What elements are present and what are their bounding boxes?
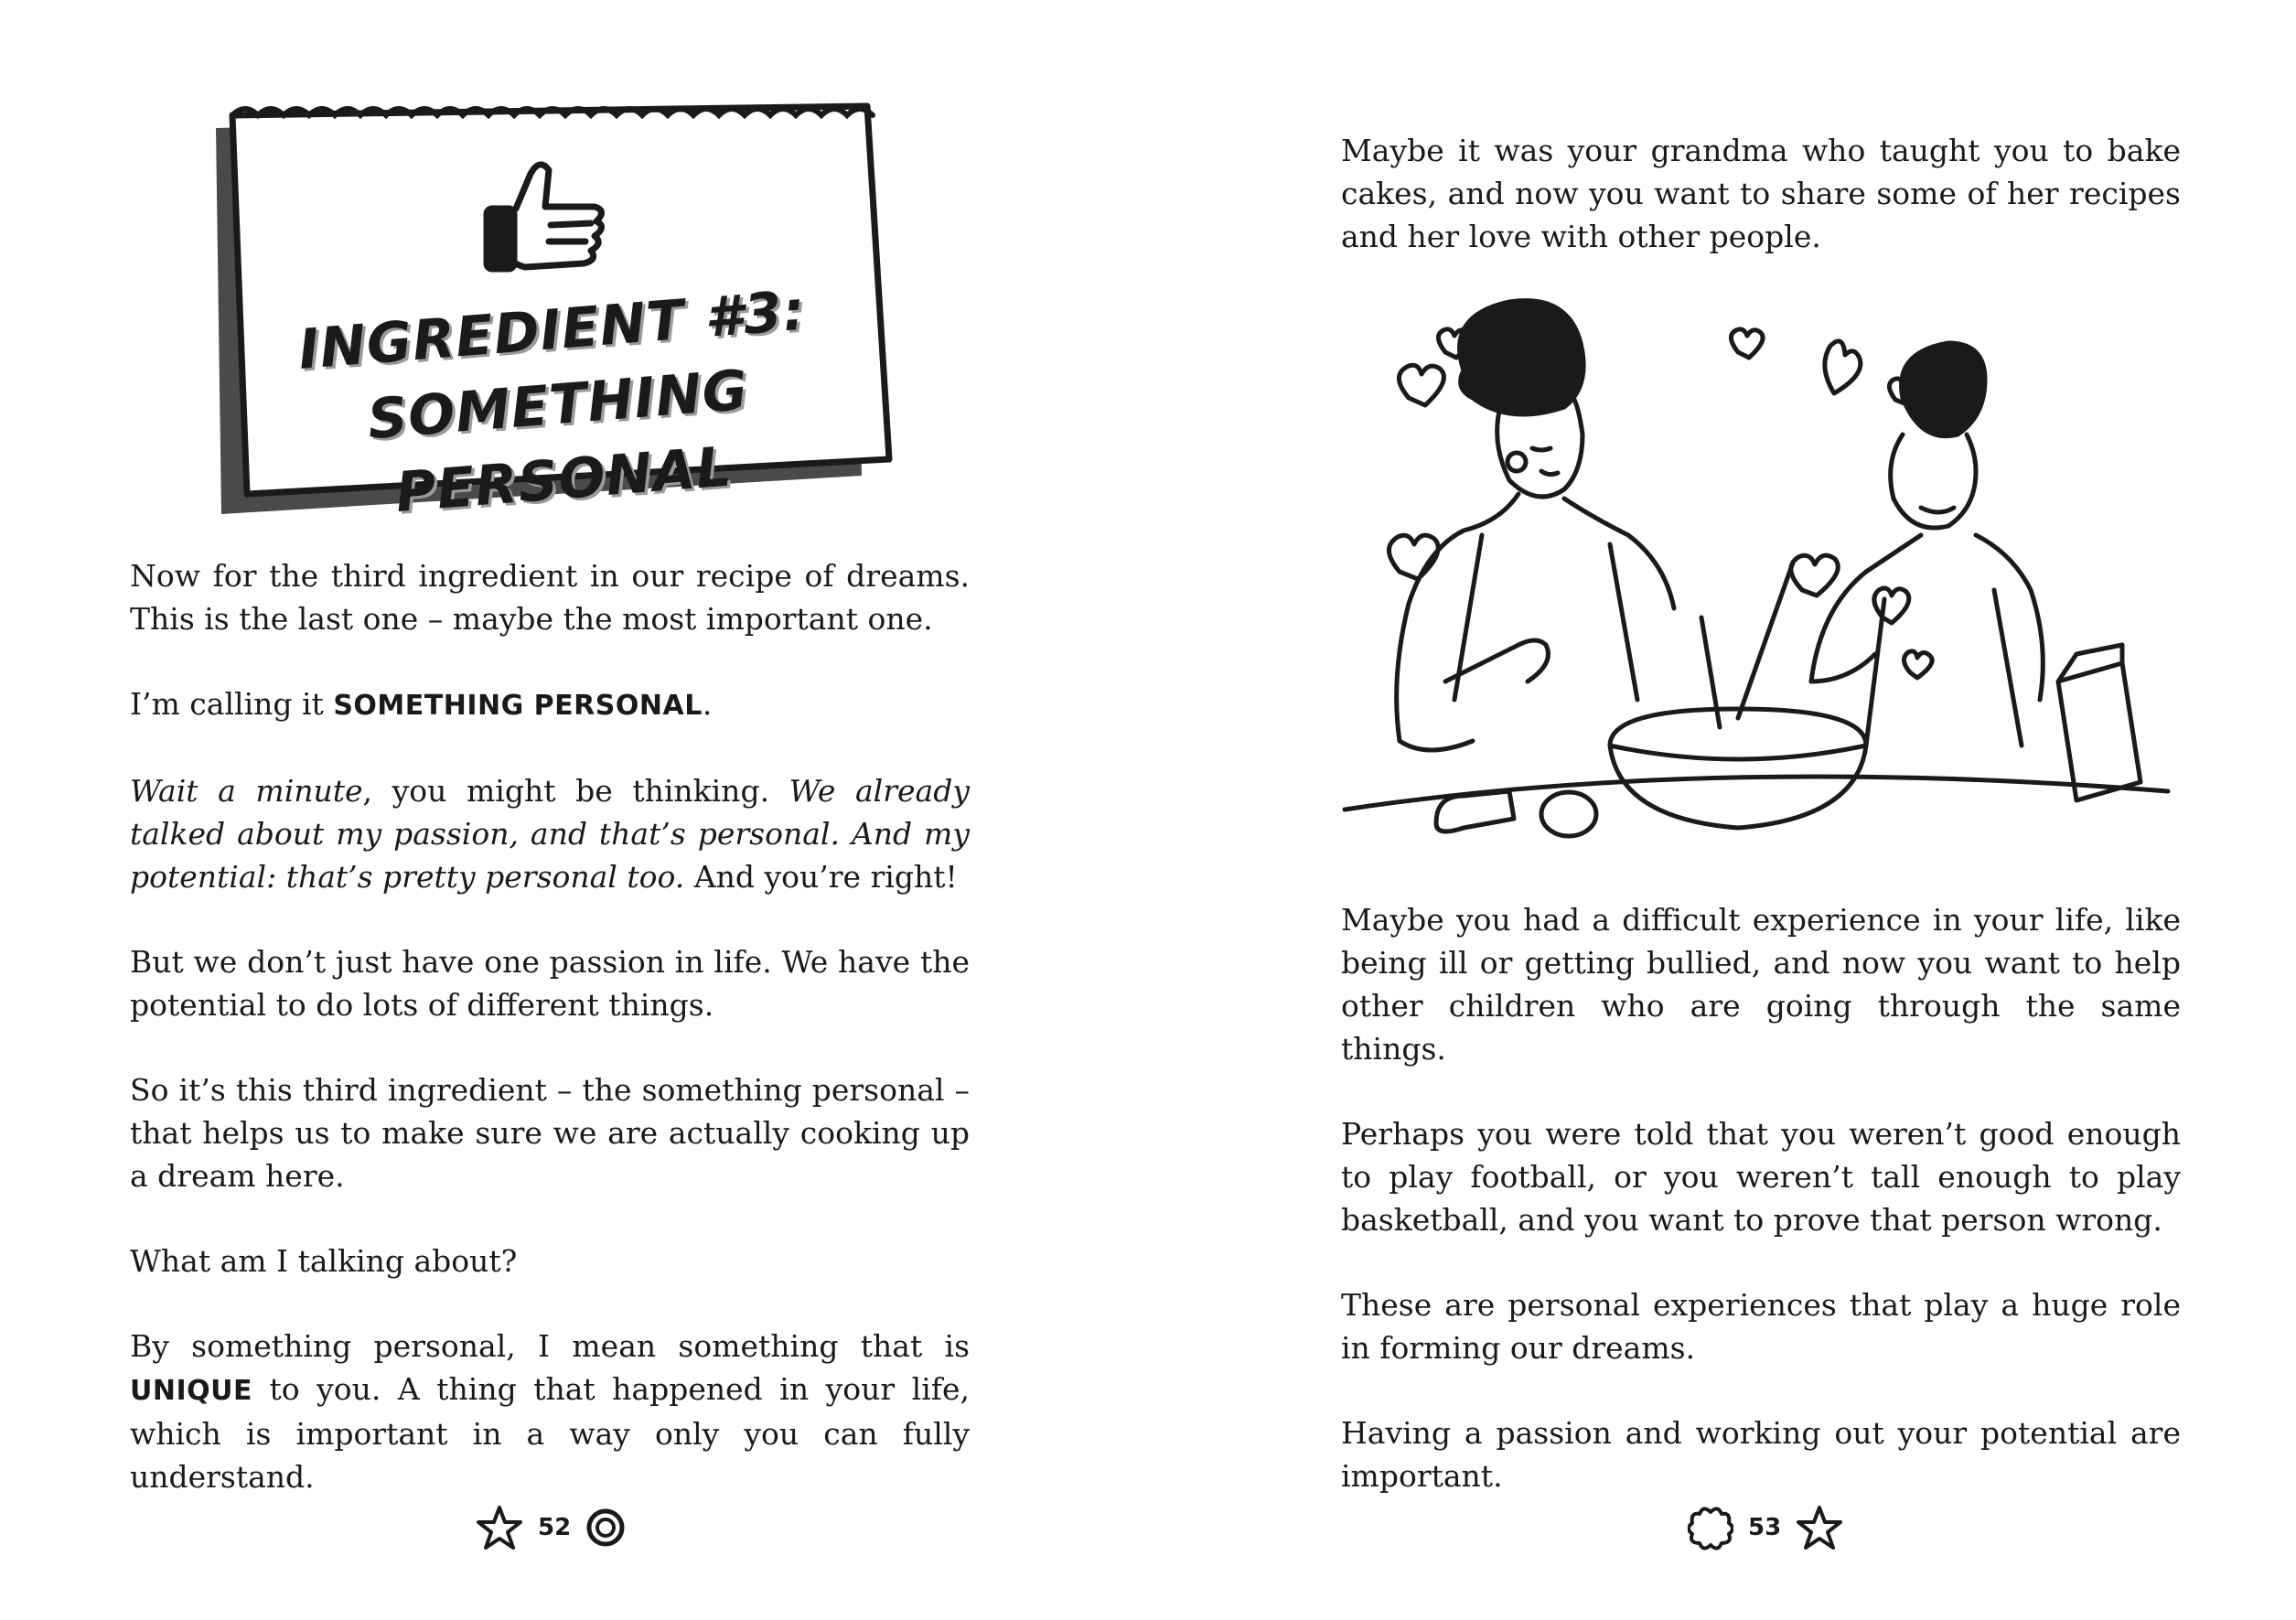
- measuring-cup: [1436, 791, 1514, 831]
- heart-icon: [1825, 341, 1861, 393]
- paragraph: [130, 769, 970, 898]
- emphasis-caps: SOMETHING PERSONAL: [333, 690, 703, 722]
- folio-left: [476, 1505, 626, 1550]
- heart-icon: [1874, 588, 1909, 623]
- egg: [1541, 792, 1596, 836]
- text-run: to you. A thing that happened in your life, which is important in a way only you can fully understand.: [130, 1371, 970, 1495]
- text-run: , you might be thinking.: [362, 773, 789, 809]
- heading-line-2: SOMETHING PERSONAL: [365, 358, 751, 526]
- star-icon: [1796, 1505, 1843, 1550]
- heart-icon: [1904, 651, 1932, 678]
- page-number: 53: [1748, 1514, 1782, 1541]
- text-run: By something personal, I mean something that is: [130, 1328, 970, 1364]
- page-number: 52: [538, 1514, 572, 1541]
- paragraph: So it’s this third ingredient – the something personal – that helps us to make sure we are actually cooking up a dream here.: [130, 1072, 970, 1194]
- paragraph: Perhaps you were told that you weren’t good enough to play football, or you weren’t tall enough to play basketball, and you want to prove that person wrong.: [1341, 1116, 2181, 1238]
- paragraph: But we don’t just have one passion in life. We have the potential to do lots of different things.: [130, 944, 970, 1023]
- italic-run: We already talked about my passion, and that’s personal. And my potential: that’s pretty personal too.: [130, 773, 970, 895]
- right-body-text: [1341, 898, 2181, 1540]
- star-icon: [476, 1505, 523, 1550]
- left-body-text: [130, 554, 970, 1540]
- paragraph: Having a passion and working out your potential are important.: [1341, 1415, 2181, 1494]
- paragraph: [130, 682, 970, 727]
- paragraph: Maybe you had a difficult experience in your life, like being ill or getting bullied, and now you want to help other children who are going through the same things.: [1341, 902, 2181, 1067]
- heading-line-1: INGREDIENT #3:: [295, 278, 809, 382]
- paragraph: Maybe it was your grandma who taught you to bake cakes, and now you want to share some of her recipes and her love with other people.: [1341, 133, 2181, 254]
- text-run: And you’re right!: [684, 859, 958, 895]
- paragraph: [130, 1325, 970, 1498]
- heart-icon: [1791, 555, 1838, 595]
- two-women-baking-illustration: [1336, 297, 2186, 869]
- text-run: .: [702, 686, 713, 722]
- italic-run: Wait a minute: [130, 773, 363, 809]
- heading-card: [210, 101, 906, 526]
- target-icon: [585, 1507, 626, 1548]
- heart-icon: [1399, 365, 1443, 405]
- right-top-text: [1341, 129, 2181, 300]
- paragraph: What am I talking about?: [130, 1243, 518, 1279]
- heart-icon: [1731, 329, 1763, 358]
- mixing-bowl: [1610, 563, 1866, 828]
- heading-title: [266, 271, 849, 540]
- paragraph: Now for the third ingredient in our recipe of dreams. This is the last one – maybe the most important one.: [130, 558, 970, 637]
- text-run: I’m calling it: [130, 686, 334, 722]
- flower-icon: [1688, 1505, 1733, 1550]
- paragraph: These are personal experiences that play a huge role in forming our dreams.: [1341, 1287, 2181, 1366]
- emphasis-caps: UNIQUE: [130, 1375, 252, 1407]
- folio-right: [1688, 1505, 1843, 1550]
